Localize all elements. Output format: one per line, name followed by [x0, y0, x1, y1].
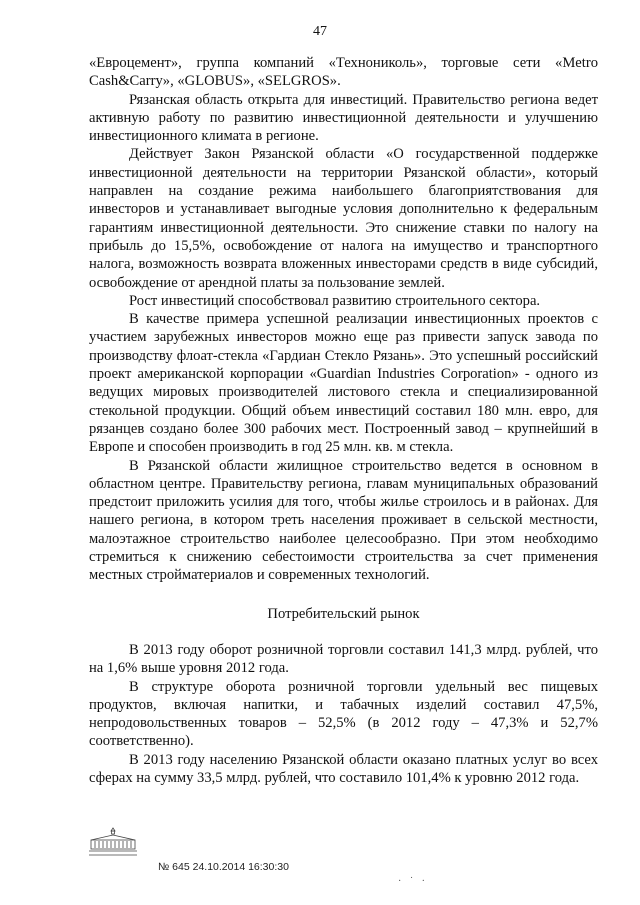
section-paragraph-3: В 2013 году населению Рязанской области оказано платных услуг во всех сферах на сумму 33,5 млрд. рублей, что составило 101,4% к уровню 2012 года.: [89, 751, 598, 786]
paragraph-4: Рост инвестиций способствовал развитию строительного сектора.: [129, 292, 541, 309]
paragraph-3: Действует Закон Рязанской области «О государственной поддержке инвестиционной деятельности на территории Рязанской области», который направлен на создание режима наибольшего благоприятствования для инвесторов и устанавливает выгодные условия дополнительно к федеральным гарантиям инвестиционной деятельности. Это снижение ставки по налогу на прибыль до 15,5%, освобождение от налога на имущество и транспортного налога, возможность возврата вложенных инвесторами средств в виде субсидий, освобождение от арендной платы за пользование землей.: [89, 146, 598, 291]
paragraph-1: «Евроцемент», группа компаний «Технониколь», торговые сети «Metro Cash&Carry», «GLOBUS», «SELGROS».: [89, 55, 598, 90]
section-paragraph-2: В структуре оборота розничной торговли удельный вес пищевых продуктов, включая напитки, и табачных изделий составил 47,5%, непродовольственных товаров – 52,5% (в 2012 году – 47,3% и 52,7% соответственно).: [89, 678, 598, 750]
document-code: № 645 24.10.2014 16:30:30: [158, 861, 289, 873]
paragraph-6: В Рязанской области жилищное строительство ведется в основном в областном центре. Правительству региона, главам муниципальных образований предстоит приложить усилия для того, чтобы жилье строилось и в районах. Для нашего региона, в котором треть населения проживает в сельской местности, малоэтажное строительство наиболее целесообразно. При этом необходимо стремиться к снижению себестоимости строительства за счет применения местных стройматериалов и современных технологий.: [89, 457, 598, 584]
section-paragraph-1: В 2013 году оборот розничной торговли составил 141,3 млрд. рублей, что на 1,6% выше уровня 2012 года.: [89, 641, 598, 677]
scan-marks: · ˙ ·: [398, 876, 428, 887]
page-number: 47: [313, 24, 327, 39]
paragraph-5: В качестве примера успешной реализации инвестиционных проектов с участием зарубежных инвесторов можно еще раз привести запуск завода по производству флоат-стекла «Гардиан Стекло Рязань». Это успешный российский проект американской корпорации «Guardian Industries Corporation» - одного из ведущих мировых производителей листового стекла и специализированной стекольной продукции. Общий объем инвестиций составил 180 млн. евро, для рязанцев создано более 300 рабочих мест. Построенный завод – крупнейший в Европе и способен производить в год 25 млн. кв. м стекла.: [89, 311, 598, 456]
paragraph-2: Рязанская область открыта для инвестиций. Правительство региона ведет активную работу по развитию инвестиционной деятельности и улучшению инвестиционного климата в регионе.: [89, 91, 598, 145]
building-stamp-icon: [86, 826, 140, 860]
section-title: Потребительский рынок: [267, 605, 420, 622]
document-body: [89, 54, 598, 787]
